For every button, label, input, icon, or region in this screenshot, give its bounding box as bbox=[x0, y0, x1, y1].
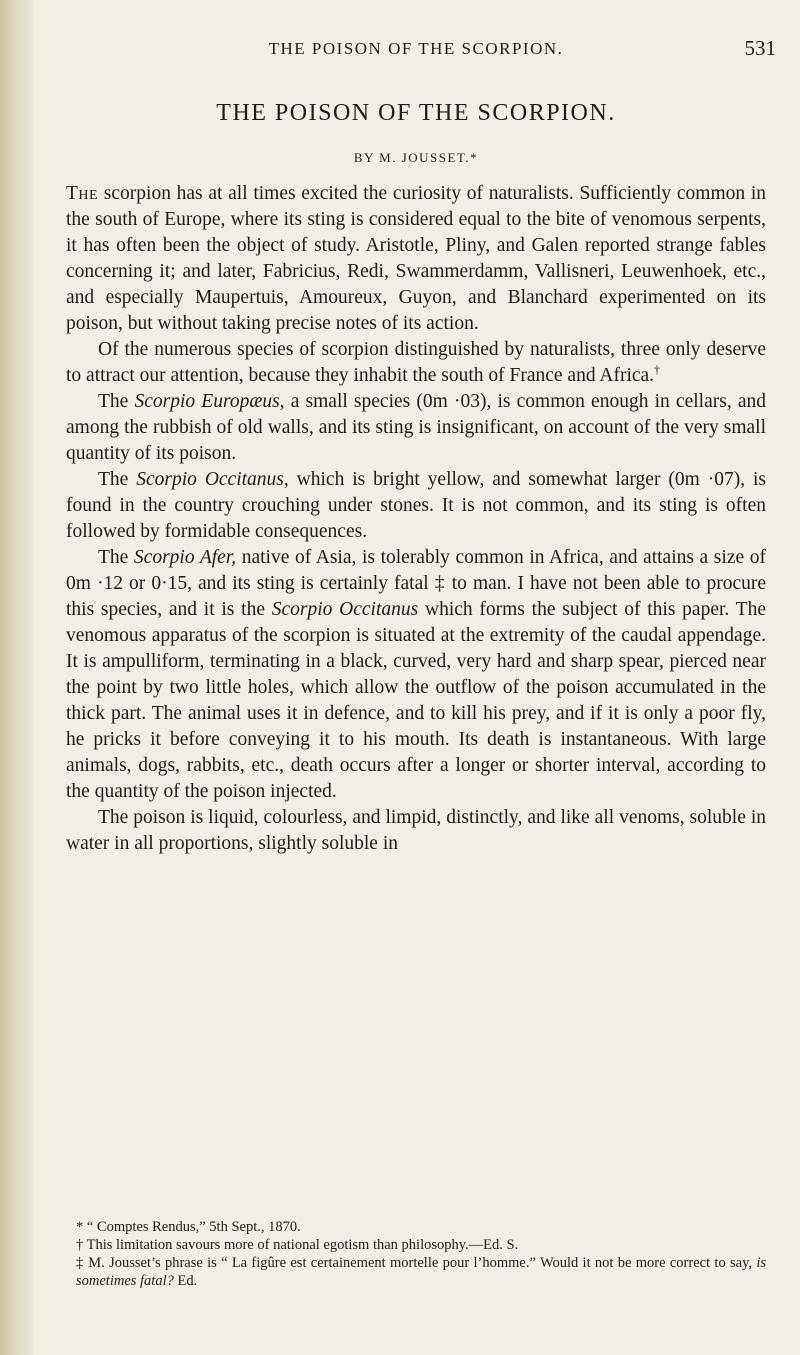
paragraph-2 bbox=[66, 337, 766, 389]
paragraph-5-text-b: to man. I have not been able to procure this species, and it is the bbox=[66, 573, 767, 620]
paragraph-6 bbox=[66, 805, 766, 857]
running-head bbox=[52, 36, 780, 60]
species-name-occitanus-2: Scorpio Occitanus bbox=[271, 599, 419, 620]
paragraph-5-text-a: native of Asia, is tolerably common in Africa, and attains a size of 0m ·12 or 0·15, and its sting is certainly fatal bbox=[66, 547, 766, 594]
footnote-3 bbox=[66, 1254, 766, 1290]
footnote-3-emphasis: is sometimes fatal? bbox=[76, 1255, 766, 1289]
paragraph-1-lead: The bbox=[66, 183, 99, 204]
species-name-afer: Scorpio Afer, bbox=[133, 547, 237, 568]
paragraph-3: The Scorpio Europæus, a small species (0m ·03), is common enough in cellars, and among the rubbish of old walls, and its sting is insignificant, on account of the very small quantity of its poison. bbox=[66, 391, 766, 464]
paragraph-1 bbox=[66, 181, 766, 337]
paragraph-5: The Scorpio Afer, native of Asia, is tolerably common in Africa, and attains a size of 0m ·12 or 0·15, and its sting is certainly fatal ‡ to man. I have not been able to procure this species, and it is the Scorpio Occitanus which forms the subject of this paper. The venomous apparatus of the scorpion is situated at the extremity of the caudal appendage. It is ampulliform, terminating in a black, curved, very hard and sharp spear, pierced near the point by two little holes, which allow the outflow of the poison accumulated in the thick part. The animal uses it in defence, and to kill his prey, and if it is only a poor fly, he pricks it before conveying it to his mouth. Its death is instantaneous. With large animals, dogs, rabbits, etc., death occurs after a longer or shorter interval, according to the quantity of the poison injected. bbox=[66, 547, 767, 802]
book-page bbox=[52, 0, 780, 1355]
footnotes bbox=[66, 1218, 766, 1290]
footnote-1: * “ Comptes Rendus,” 5th Sept., 1870. bbox=[76, 1219, 301, 1235]
paragraph-6-text: The poison is liquid, colourless, and limpid, distinctly, and like all venoms, soluble in water in all proportions, slightly soluble in bbox=[66, 807, 766, 854]
species-name-occitanus: Scorpio Occitanus, bbox=[136, 469, 289, 490]
article-body bbox=[66, 181, 766, 857]
paragraph-4-text: which is bright yellow, and somewhat larger (0m ·07), is found in the country crouching under stones. It is not common, and its sting is often followed by formidable consequences. bbox=[66, 469, 766, 542]
article-title: THE POISON OF THE SCORPION. bbox=[216, 100, 616, 126]
species-name-europaeus: Scorpio Europæus, bbox=[134, 391, 285, 412]
paragraph-3-text: a small species (0m ·03), is common enough in cellars, and among the rubbish of old walls, and its sting is insignificant, on account of the very small quantity of its poison. bbox=[66, 391, 766, 464]
page-number: 531 bbox=[744, 36, 776, 60]
footnote-2: † This limitation savours more of national egotism than philosophy.—Ed. S. bbox=[76, 1237, 519, 1253]
paragraph-1-text: scorpion has at all times excited the curiosity of naturalists. Sufficiently common in the south of Europe, where its sting is considered equal to the bite of venomous serpents, it has often been the object of study. Aristotle, Pliny, and Galen reported strange fables concerning it; and later, Fabricius, Redi, Swammerdamm, Vallisneri, Leuwenhoek, etc., and especially Maupertuis, Amoureux, Guyon, and Blanchard experimented on its poison, but without taking precise notes of its action. bbox=[66, 183, 766, 334]
footnote-3-text-b: Ed. bbox=[173, 1273, 198, 1289]
running-head-title: THE POISON OF THE SCORPION. bbox=[268, 39, 564, 58]
paragraph-5-text-c: which forms the subject of this paper. The venomous apparatus of the scorpion is situated at the extremity of the caudal appendage. It is ampulliform, terminating in a black, curved, very hard and sharp spear, pierced near the point by two little holes, which allow the outflow of the poison accumulated in the thick part. The animal uses it in defence, and to kill his prey, and if it is only a poor fly, he pricks it before conveying it to his mouth. Its death is instantaneous. With large animals, dogs, rabbits, etc., death occurs after a longer or shorter interval, according to the quantity of the poison injected. bbox=[66, 599, 766, 802]
paragraph-2-text: Of the numerous species of scorpion distinguished by naturalists, three only deserve to attract our attention, because they inhabit the south of France and Africa. bbox=[66, 339, 766, 386]
paragraph-4: The Scorpio Occitanus, which is bright yellow, and somewhat larger (0m ·07), is found in the country crouching under stones. It is not common, and its sting is often followed by formidable consequences. bbox=[66, 469, 766, 542]
footnote-ref-dagger: † bbox=[654, 362, 661, 377]
footnote-ref-double-dagger: ‡ bbox=[434, 573, 446, 594]
book-binding-shadow bbox=[0, 0, 34, 1355]
article-byline: BY M. JOUSSET.* bbox=[353, 150, 479, 165]
footnote-3-text-a: ‡ M. Jousset’s phrase is “ La figûre est certainement mortelle pour l’homme.” Would it not be more correct to say, bbox=[76, 1255, 757, 1271]
